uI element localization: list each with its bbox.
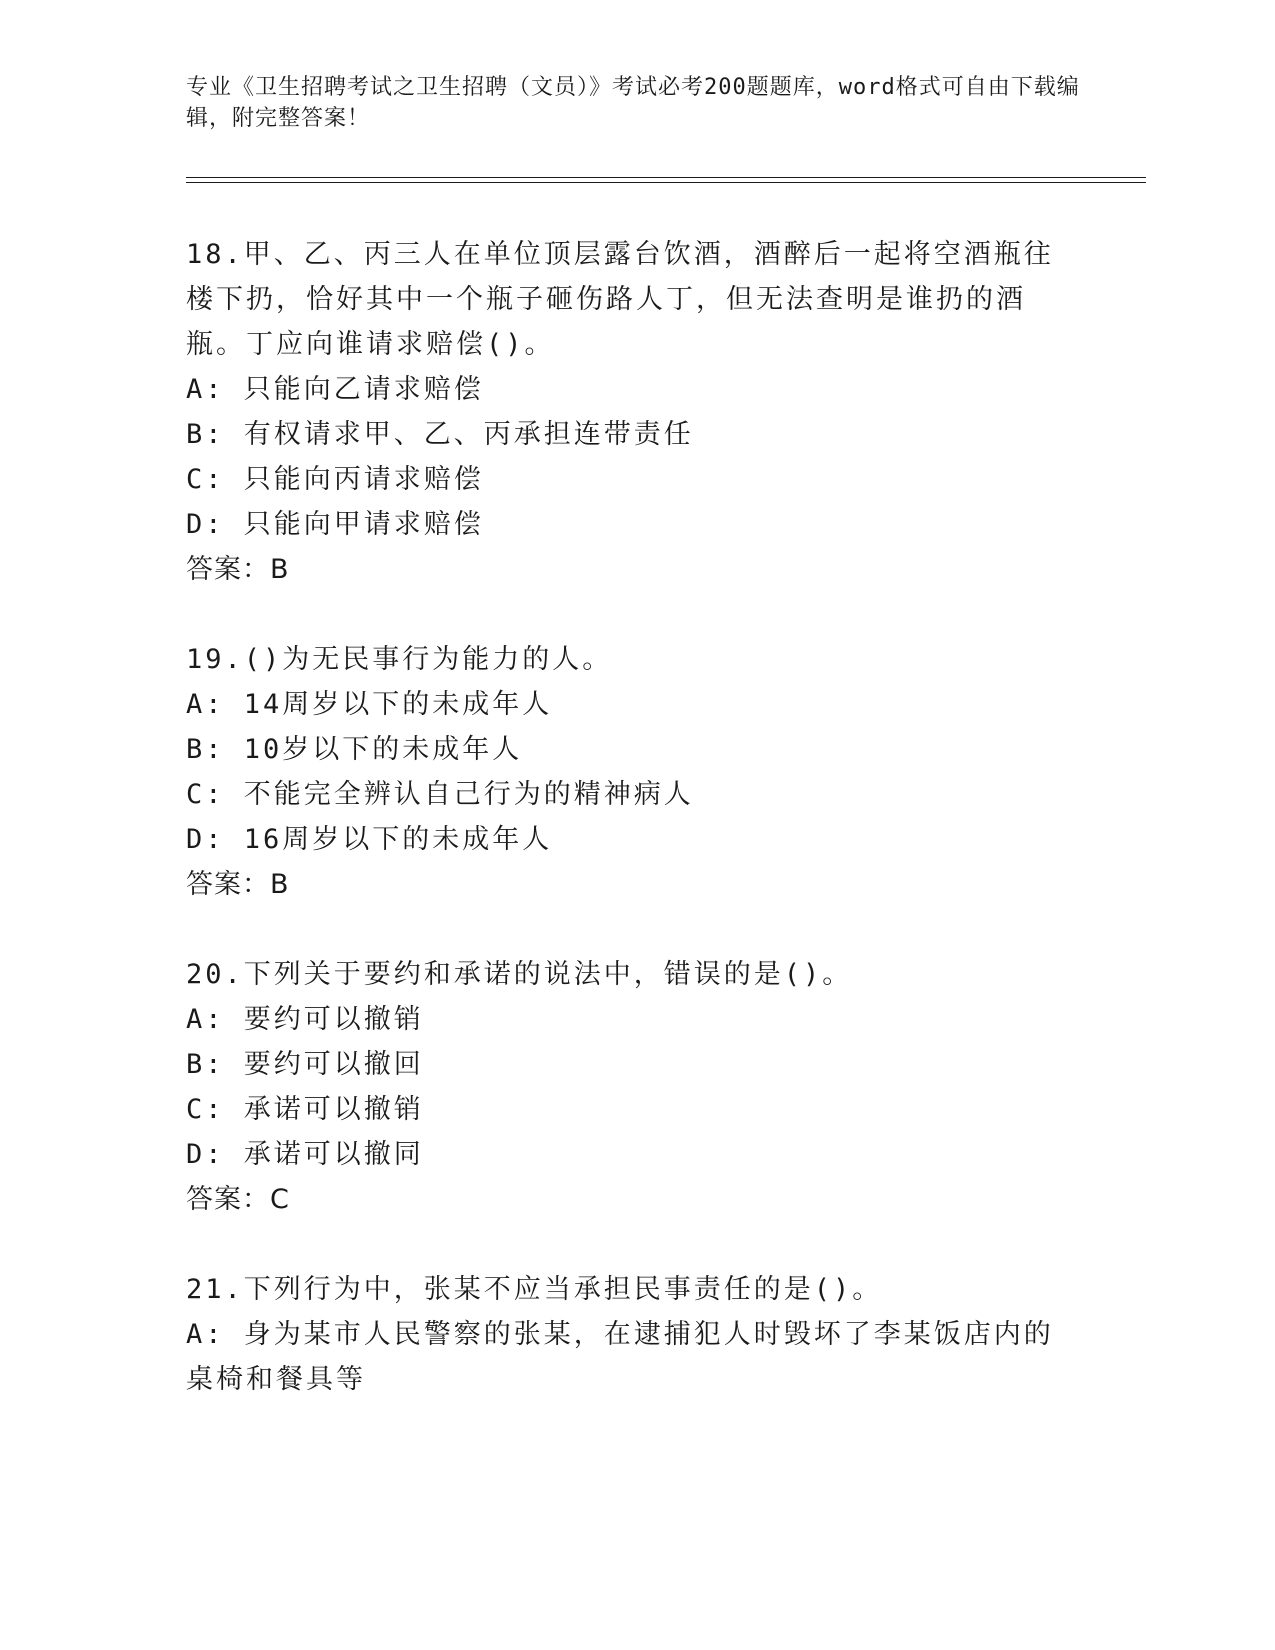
- option-d: D: 只能向甲请求赔偿: [186, 509, 484, 540]
- question-18: [186, 232, 1076, 592]
- header-rule-bottom: [186, 182, 1146, 183]
- option-a: A: 只能向乙请求赔偿: [186, 374, 484, 405]
- option-b: B: 10岁以下的未成年人: [186, 734, 523, 765]
- answer: 答案：C: [186, 1184, 290, 1215]
- answer: 答案：B: [186, 869, 290, 900]
- question-list: [186, 232, 1076, 1447]
- question-stem: 20.下列关于要约和承诺的说法中，错误的是()。: [186, 959, 853, 990]
- header-rule-top: [186, 177, 1146, 178]
- option-d: D: 16周岁以下的未成年人: [186, 824, 553, 855]
- option-b: B: 有权请求甲、乙、丙承担连带责任: [186, 419, 694, 450]
- option-a: A: 要约可以撤销: [186, 1004, 424, 1035]
- document-header: 专业《卫生招聘考试之卫生招聘（文员）》考试必考200题题库，word格式可自由下载编辑，附完整答案！: [186, 75, 1080, 131]
- option-a: A: 14周岁以下的未成年人: [186, 689, 553, 720]
- question-19: [186, 637, 1076, 907]
- option-c: C: 承诺可以撤销: [186, 1094, 424, 1125]
- question-21: [186, 1267, 1076, 1402]
- option-b: B: 要约可以撤回: [186, 1049, 424, 1080]
- option-c: C: 不能完全辨认自己行为的精神病人: [186, 779, 694, 810]
- question-stem: 19.()为无民事行为能力的人。: [186, 644, 613, 675]
- question-20: [186, 952, 1076, 1222]
- question-stem: 18.甲、乙、丙三人在单位顶层露台饮酒，酒醉后一起将空酒瓶往楼下扔，恰好其中一个瓶子砸伤路人丁，但无法查明是谁扔的酒瓶。丁应向谁请求赔偿()。: [186, 239, 1054, 360]
- option-c: C: 只能向丙请求赔偿: [186, 464, 484, 495]
- option-d: D: 承诺可以撤同: [186, 1139, 424, 1170]
- option-a: A: 身为某市人民警察的张某，在逮捕犯人时毁坏了李某饭店内的桌椅和餐具等: [186, 1319, 1054, 1395]
- answer: 答案：B: [186, 554, 290, 585]
- question-stem: 21.下列行为中，张某不应当承担民事责任的是()。: [186, 1274, 883, 1305]
